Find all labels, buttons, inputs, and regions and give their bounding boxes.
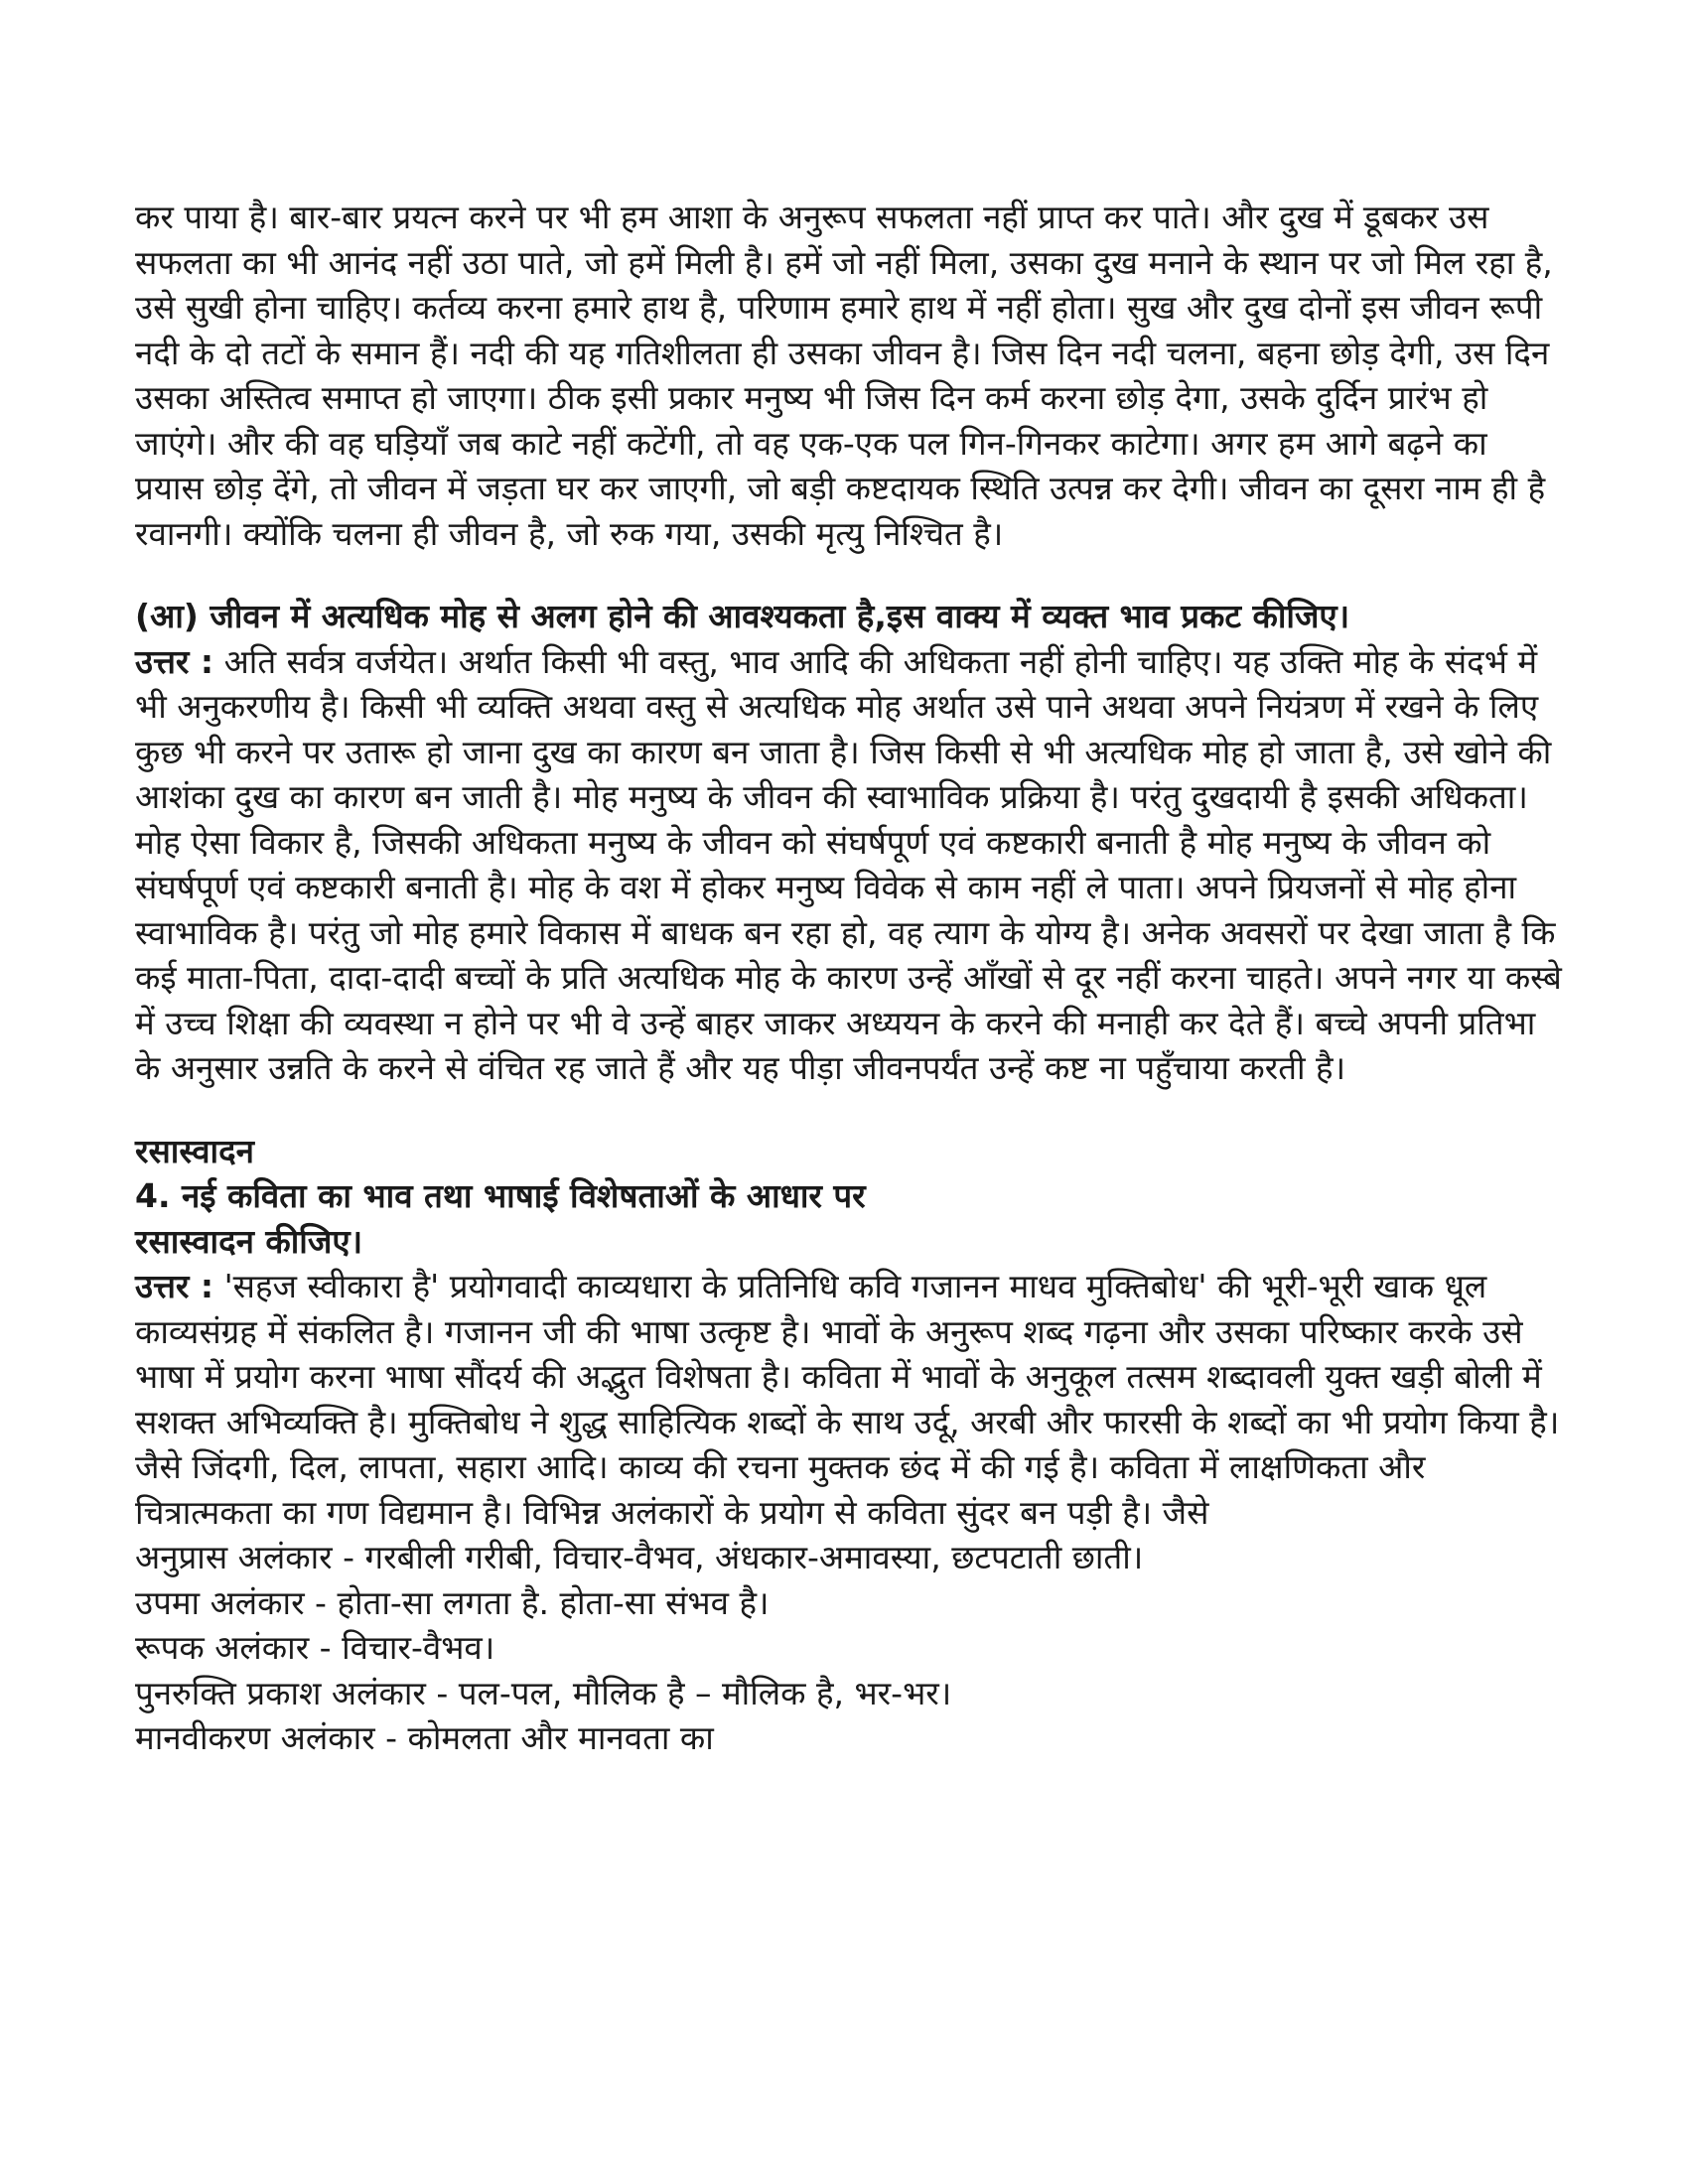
answer-4-text: 'सहज स्वीकारा है' प्रयोगवादी काव्यधारा के प्रतिनिधि कवि गजानन माधव मुक्तिबोध' की भूरी-भूरी खाक धूल काव्यसंग्रह में संकलित है। गजानन जी की भाषा उत्कृष्ट है। भावों के अनुरूप शब्द गढ़ना और उसका परिष्कार करके उसे भाषा में प्रयोग करना भाषा सौंदर्य की अद्भुत विशेषता है। कविता में भावों के अनुकूल तत्सम शब्दावली युक्त खड़ी बोली में सशक्त अभिव्यक्ति है। मुक्तिबोध ने शुद्ध साहित्यिक शब्दों के साथ उर्दू, अरबी और फारसी के शब्दों का भी प्रयोग किया है। जैसे जिंदगी, दिल, लापता, सहारा आदि। काव्य की रचना मुक्तक छंद में की गई है। कविता में लाक्षणिकता और चित्रात्मकता का गण विद्यमान है। विभिन्न अलंकारों के प्रयोग से कविता सुंदर बन पड़ी है। जैसे xyxy=(135,1267,1560,1532)
answer-label: उत्तर : xyxy=(135,1267,214,1305)
section-aa xyxy=(135,594,1565,1091)
section-rasaswadan xyxy=(135,1129,1565,1761)
question-aa: (आ) जीवन में अत्यधिक मोह से अलग होने की आवश्यकता है,इस वाक्य में व्यक्त भाव प्रकट कीजिए। xyxy=(135,597,1350,635)
intro-paragraph: कर पाया है। बार-बार प्रयत्न करने पर भी हम आशा के अनुरूप सफलता नहीं प्राप्त कर पाते। और दुख में डूबकर उस सफलता का भी आनंद नहीं उठा पाते, जो हमें मिली है। हमें जो नहीं मिला, उसका दुख मनाने के स्थान पर जो मिल रहा है, उसे सुखी होना चाहिए। कर्तव्य करना हमारे हाथ है, परिणाम हमारे हाथ में नहीं होता। सुख और दुख दोनों इस जीवन रूपी नदी के दो तटों के समान हैं। नदी की यह गतिशीलता ही उसका जीवन है। जिस दिन नदी चलना, बहना छोड़ देगी, उस दिन उसका अस्तित्व समाप्त हो जाएगा। ठीक इसी प्रकार मनुष्य भी जिस दिन कर्म करना छोड़ देगा, उसके दुर्दिन प्रारंभ हो जाएंगे। और की वह घड़ियाँ जब काटे नहीं कटेंगी, तो वह एक-एक पल गिन-गिनकर काटेगा। अगर हम आगे बढ़ने का प्रयास छोड़ देंगे, तो जीवन में जड़ता घर कर जाएगी, जो बड़ी कष्टदायक स्थिति उत्पन्न कर देगी। जीवन का दूसरा नाम ही है रवानगी। क्योंकि चलना ही जीवन है, जो रुक गया, उसकी मृत्यु निश्चित है। xyxy=(135,198,1553,553)
alankar-line: अनुप्रास अलंकार - गरबीली गरीबी, विचार-वैभव, अंधकार-अमावस्या, छटपटाती छाती। xyxy=(135,1538,1144,1576)
alankar-line: मानवीकरण अलंकार - कोमलता और मानवता का xyxy=(135,1718,714,1757)
alankar-line: उपमा अलंकार - होता-सा लगता है. होता-सा संभव है। xyxy=(135,1582,770,1622)
answer-aa-text: अति सर्वत्र वर्जयेत। अर्थात किसी भी वस्तु, भाव आदि की अधिकता नहीं होनी चाहिए। यह उक्ति मोह के संदर्भ में भी अनुकरणीय है। किसी भी व्यक्ति अथवा वस्तु से अत्यधिक मोह अर्थात उसे पाने अथवा अपने नियंत्रण में रखने के लिए कुछ भी करने पर उतारू हो जाना दुख का कारण बन जाता है। जिस किसी से भी अत्यधिक मोह हो जाता है, उसे खोने की आशंका दुख का कारण बन जाती है। मोह मनुष्य के जीवन की स्वाभाविक प्रक्रिया है। परंतु दुखदायी है इसकी अधिकता। मोह ऐसा विकार है, जिसकी अधिकता मनुष्य के जीवन को संघर्षपूर्ण एवं कष्टकारी बनाती है मोह मनुष्य के जीवन को संघर्षपूर्ण एवं कष्टकारी बनाती है। मोह के वश में होकर मनुष्य विवेक से काम नहीं ले पाता। अपने प्रियजनों से मोह होना स्वाभाविक है। परंतु जो मोह हमारे विकास में बाधक बन रहा हो, वह त्याग के योग्य है। अनेक अवसरों पर देखा जाता है कि कई माता-पिता, दादा-दादी बच्चों के प्रति अत्यधिक मोह के कारण उन्हें आँखों से दूर नहीं करना चाहते। अपने नगर या कस्बे में उच्च शिक्षा की व्यवस्था न होने पर भी वे उन्हें बाहर जाकर अध्ययन के करने की मनाही कर देते हैं। बच्चे अपनी प्रतिभा के अनुसार उन्नति के करने से वंचित रह जाते हैं और यह पीड़ा जीवनपर्यंत उन्हें कष्ट ना पहुँचाया करती है। xyxy=(135,641,1562,1087)
answer-4 xyxy=(135,1264,1565,1535)
question-4-line2: रसास्वादन कीजिए। xyxy=(135,1221,363,1261)
answer-aa xyxy=(135,639,1565,1091)
alankar-line: रूपक अलंकार - विचार-वैभव। xyxy=(135,1628,495,1667)
question-4-line1: 4. नई कविता का भाव तथा भाषाई विशेषताओं के आधार पर xyxy=(135,1176,866,1215)
section-heading: रसास्वादन xyxy=(135,1131,254,1170)
answer-label: उत्तर : xyxy=(135,641,214,681)
alankar-line: पुनरुक्ति प्रकाश अलंकार - पल-पल, मौलिक है – मौलिक है, भर-भर। xyxy=(135,1673,952,1712)
document-page xyxy=(135,195,1565,1761)
